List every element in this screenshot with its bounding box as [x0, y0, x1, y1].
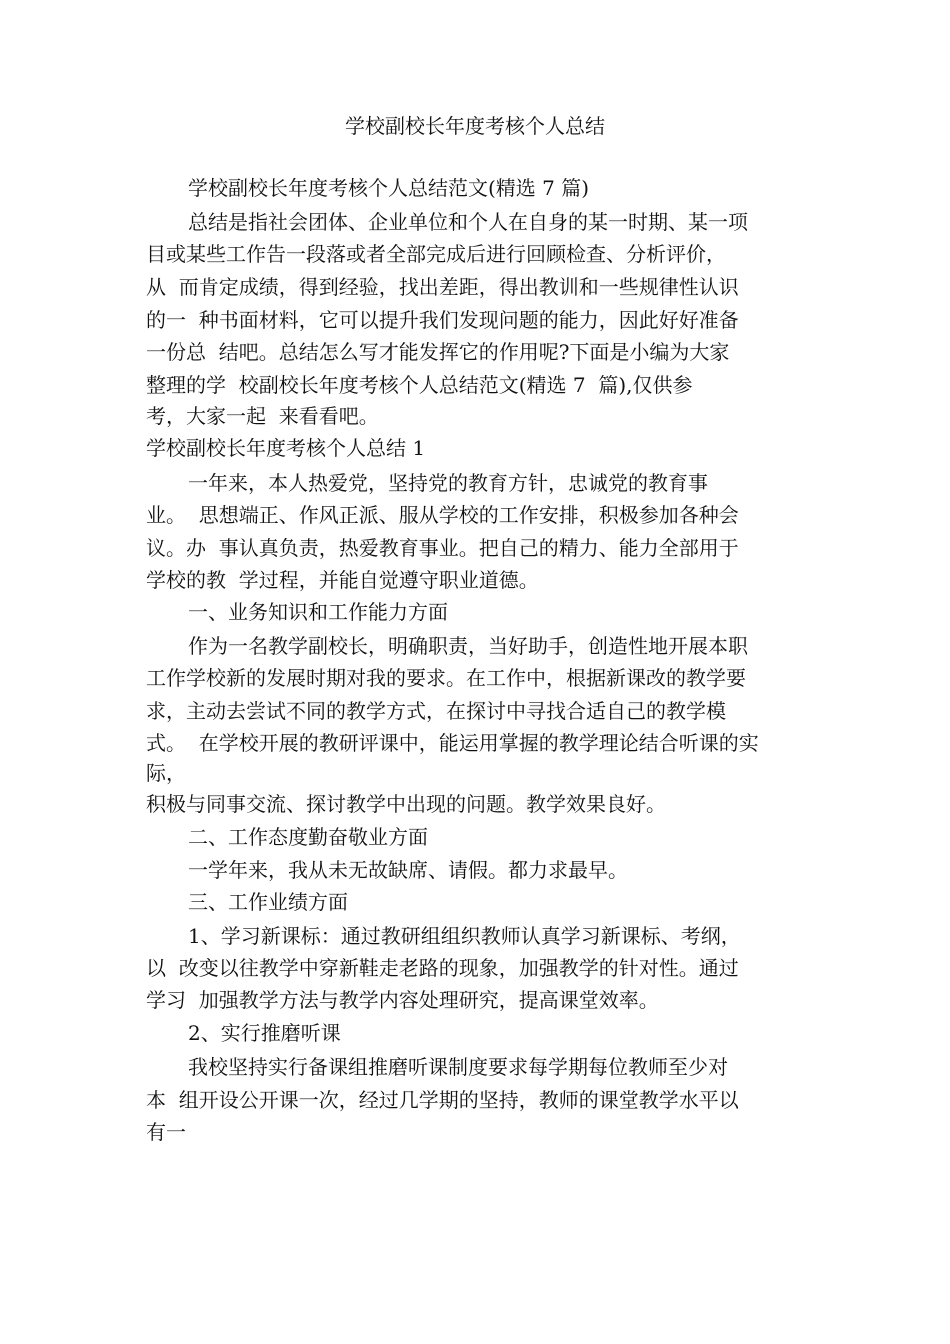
body-line: 学习 加强教学方法与教学内容处理研究，提高课堂效率。: [146, 988, 659, 1012]
body-line: 整理的学 校副校长年度考核个人总结范文(精选 7 篇),仅供参: [146, 373, 693, 397]
body-line: 考，大家一起 来看看吧。: [146, 404, 379, 428]
subsection-heading: 2、实行推磨听课: [188, 1021, 341, 1045]
subsection-heading: 二、工作态度勤奋敬业方面: [188, 825, 428, 849]
body-line: 式。 在学校开展的教研评课中，能运用掌握的教学理论结合听课的实: [146, 731, 759, 755]
body-line: 总结是指社会团体、企业单位和个人在自身的某一时期、某一项: [188, 210, 748, 234]
body-line: 有一: [146, 1120, 186, 1144]
body-line: 从 而肯定成绩，得到经验，找出差距，得出教训和一些规律性认识: [146, 275, 739, 299]
body-line: 际，: [146, 761, 186, 785]
subtitle-line: 学校副校长年度考核个人总结范文(精选 7 篇): [188, 176, 590, 200]
body-line: 议。办 事认真负责，热爱教育事业。把自己的精力、能力全部用于: [146, 536, 739, 560]
subsection-heading: 三、工作业绩方面: [188, 890, 348, 914]
body-line: 我校坚持实行备课组推磨听课制度要求每学期每位教师至少对: [188, 1055, 728, 1079]
body-line: 一学年来，我从未无故缺席、请假。都力求最早。: [188, 858, 628, 882]
document-title: 学校副校长年度考核个人总结: [345, 114, 605, 138]
body-line: 作为一名教学副校长，明确职责，当好助手，创造性地开展本职: [188, 634, 748, 658]
body-line: 本 组开设公开课一次，经过几学期的坚持，教师的课堂教学水平以: [146, 1088, 739, 1112]
body-line: 求，主动去尝试不同的教学方式，在探讨中寻找合适自己的教学模: [146, 699, 726, 723]
body-line: 的一 种书面材料，它可以提升我们发现问题的能力，因此好好准备: [146, 308, 739, 332]
body-line: 以 改变以往教学中穿新鞋走老路的现象，加强教学的针对性。通过: [146, 956, 739, 980]
body-line: 业。 思想端正、作风正派、服从学校的工作安排，积极参加各种会: [146, 503, 739, 527]
body-line: 学校的教 学过程，并能自觉遵守职业道德。: [146, 568, 539, 592]
body-line: 工作学校新的发展时期对我的要求。在工作中，根据新课改的教学要: [146, 666, 746, 690]
body-line: 目或某些工作告一段落或者全部完成后进行回顾检查、分析评价，: [146, 242, 726, 266]
body-line: 一份总 结吧。总结怎么写才能发挥它的作用呢?下面是小编为大家: [146, 340, 730, 364]
subsection-heading: 一、业务知识和工作能力方面: [188, 600, 448, 624]
body-line: 积极与同事交流、探讨教学中出现的问题。教学效果良好。: [146, 792, 666, 816]
section-heading: 学校副校长年度考核个人总结 1: [146, 436, 426, 460]
body-line: 一年来，本人热爱党，坚持党的教育方针，忠诚党的教育事: [188, 471, 708, 495]
body-line: 1、学习新课标：通过教研组组织教师认真学习新课标、考纲，: [188, 924, 741, 948]
